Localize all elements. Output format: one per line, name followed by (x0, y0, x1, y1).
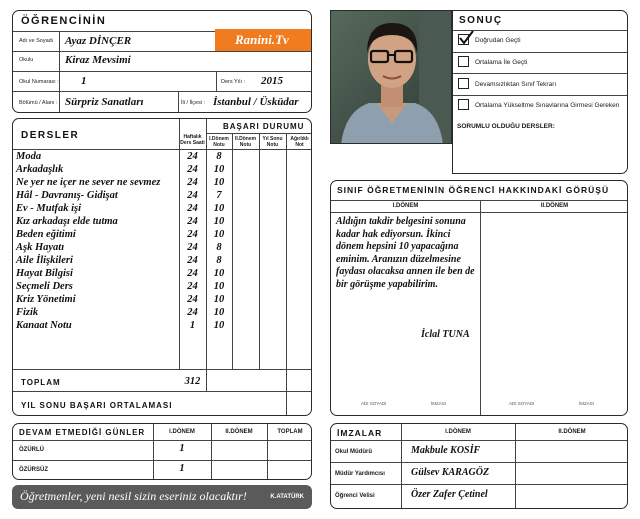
district-value: İstanbul / Üsküdar (213, 96, 299, 108)
subject-grade: 10 (213, 307, 225, 318)
subject-name: Fizik (16, 307, 39, 318)
subject-hours: 24 (187, 229, 198, 240)
subject-name: Ne yer ne içer ne sever ne sevmez (16, 177, 161, 188)
average-label: YIL SONU BAŞARI ORTALAMASI (21, 401, 173, 410)
attendance-row-label: ÖZÜRSÜZ (19, 467, 48, 473)
subject-grade: 10 (213, 320, 225, 331)
year-value: 2015 (261, 75, 283, 87)
school-label: Okulu (19, 57, 34, 63)
subject-grade: 10 (213, 203, 225, 214)
subject-grade: 10 (213, 268, 225, 279)
opinion-foot-name: ADI SOYADI (361, 401, 387, 406)
subject-grade: 10 (213, 229, 225, 240)
subject-grade: 10 (213, 281, 225, 292)
subject-hours: 24 (187, 307, 198, 318)
subject-hours: 24 (187, 268, 198, 279)
district-label: İli / İlçesi : (181, 100, 206, 106)
attendance-title: DEVAM ETMEDİĞİ GÜNLER (19, 428, 146, 437)
subject-name: Moda (16, 151, 42, 162)
col-year-header: Yıl Sonu Notu (262, 136, 283, 148)
col-term2-header: II.Dönem Notu (234, 136, 257, 148)
name-value: Ayaz DİNÇER (65, 35, 132, 47)
number-value: 1 (81, 75, 87, 87)
subject-hours: 24 (187, 216, 198, 227)
student-photo (330, 10, 452, 144)
grades-title: DERSLER (21, 130, 80, 141)
basari-title: BAŞARI DURUMU (223, 122, 305, 131)
signature-row-label: Okul Müdürü (335, 449, 372, 455)
student-info-panel (12, 10, 312, 113)
student-info-title: ÖĞRENCİNİN (21, 15, 107, 27)
subject-hours: 24 (187, 190, 198, 201)
opinion-foot-name: ADI SOYADI (509, 401, 535, 406)
subject-name: Hayat Bilgisi (16, 268, 73, 279)
subject-grade: 8 (216, 151, 222, 162)
total-value: 312 (184, 376, 201, 387)
subject-hours: 24 (187, 203, 198, 214)
result-option-label: Devamsızlıktan Sınıf Tekrarı (475, 81, 557, 88)
opinion-col-term1: I.DÖNEM (392, 203, 419, 209)
subject-hours: 24 (187, 151, 198, 162)
opinion-text: Aldığın takdir belgesini sonuna kadar hak ediyorsun. İkinci dönem hepsini 10 yapacağına eminim. Aranızın düzelmesine faydası olacaksa annen ile ben de bir görüşme yapabilirim. (336, 216, 475, 290)
attendance-col-total: TOPLAM (277, 429, 303, 435)
attendance-row-label: ÖZÜRLÜ (19, 447, 44, 453)
number-label: Okul Numarası : (19, 79, 59, 85)
attendance-col-term1: I.DÖNEM (169, 429, 195, 435)
opinion-foot-sign: İMZASI (431, 401, 447, 406)
result-option-label: Ortalama İle Geçti (475, 59, 528, 66)
checkmark-icon (457, 29, 475, 47)
subject-hours: 24 (187, 164, 198, 175)
subject-grade: 10 (213, 177, 225, 188)
col-term1-header: I.Dönem Notu (209, 136, 229, 148)
student-photo-image (331, 11, 452, 144)
subject-name: Kız arkadaşı elde tutma (16, 216, 118, 227)
subject-hours: 24 (187, 281, 198, 292)
attendance-col-term2: II.DÖNEM (225, 429, 253, 435)
subject-name: Aile İlişkileri (16, 255, 73, 266)
quote-banner (12, 485, 312, 509)
signature-row-name: Özer Zafer Çetinel (411, 489, 488, 500)
signature-row-name: Gülsev KARAGÖZ (411, 467, 490, 478)
attendance-row-value: 1 (179, 463, 185, 474)
subject-name: Beden eğitimi (16, 229, 76, 240)
dept-value: Sürpriz Sanatları (65, 96, 144, 108)
subject-hours: 24 (187, 242, 198, 253)
subject-name: Kanaat Notu (16, 320, 72, 331)
school-value: Kiraz Mevsimi (65, 54, 131, 66)
result-option-label: Doğrudan Geçti (475, 37, 521, 44)
subject-hours: 24 (187, 177, 198, 188)
signatures-panel (330, 423, 628, 509)
subject-name: Seçmeli Ders (16, 281, 73, 292)
result-option-checkbox[interactable] (458, 78, 469, 89)
result-panel (452, 10, 628, 174)
subject-hours: 1 (189, 320, 196, 331)
year-label: Ders Yılı : (221, 79, 246, 85)
subject-name: Hâl - Davranış- Gidişat (16, 190, 118, 201)
responsible-label: SORUMLU OLDUĞU DERSLER: (457, 123, 555, 130)
opinion-title: SINIF ÖĞRETMENİNİN ÖĞRENCİ HAKKINDAKİ GÖRÜŞÜ (337, 185, 610, 195)
subject-name: Aşk Hayatı (16, 242, 65, 253)
total-label: TOPLAM (21, 378, 61, 387)
quote-author: K.ATATÜRK (270, 494, 304, 500)
signature-row-name: Makbule KOSİF (411, 445, 481, 456)
subject-grade: 8 (216, 242, 222, 253)
subject-grade: 8 (216, 255, 222, 266)
signature-row-label: Müdür Yardımcısı (335, 471, 385, 477)
subject-name: Arkadaşlık (16, 164, 64, 175)
subject-grade: 7 (216, 190, 222, 201)
subject-name: Ev - Mutfak işi (16, 203, 82, 214)
col-hours-header: Haftalık Ders Saati (180, 134, 205, 146)
result-option-label: Ortalama Yükseltme Sınavlarına Girmesi Gereken (475, 102, 620, 109)
opinion-panel (330, 180, 628, 416)
subject-grade: 10 (213, 164, 225, 175)
opinion-foot-sign: İMZASI (579, 401, 595, 406)
subject-grade: 10 (213, 294, 225, 305)
signatures-col-term1: I.DÖNEM (445, 429, 471, 435)
subject-hours: 24 (187, 294, 198, 305)
result-title: SONUÇ (459, 15, 503, 26)
subject-name: Kriz Yönetimi (16, 294, 76, 305)
opinion-col-term2: II.DÖNEM (540, 203, 569, 209)
dept-label: Bölümü / Alanı : (19, 100, 58, 106)
signature-row-label: Öğrenci Velisi (335, 493, 375, 499)
col-weighted-header: Ağırlıklı Not (290, 136, 309, 148)
subject-hours: 24 (187, 255, 198, 266)
quote-text: Öğretmenler, yeni nesil sizin eseriniz olacaktır! (20, 489, 247, 503)
signatures-col-term2: II.DÖNEM (558, 429, 586, 435)
name-label: Adı ve Soyadı (19, 38, 54, 44)
attendance-row-value: 1 (179, 443, 185, 454)
grades-panel (12, 118, 312, 416)
signatures-title: İMZALAR (337, 428, 383, 438)
subject-grade: 10 (213, 216, 225, 227)
opinion-signature: İclal TUNA (421, 329, 470, 340)
watermark-text: Ranini.Tv (235, 32, 289, 47)
result-option-checkbox[interactable] (458, 99, 469, 110)
attendance-panel (12, 423, 312, 480)
result-option-checkbox[interactable] (458, 56, 469, 67)
